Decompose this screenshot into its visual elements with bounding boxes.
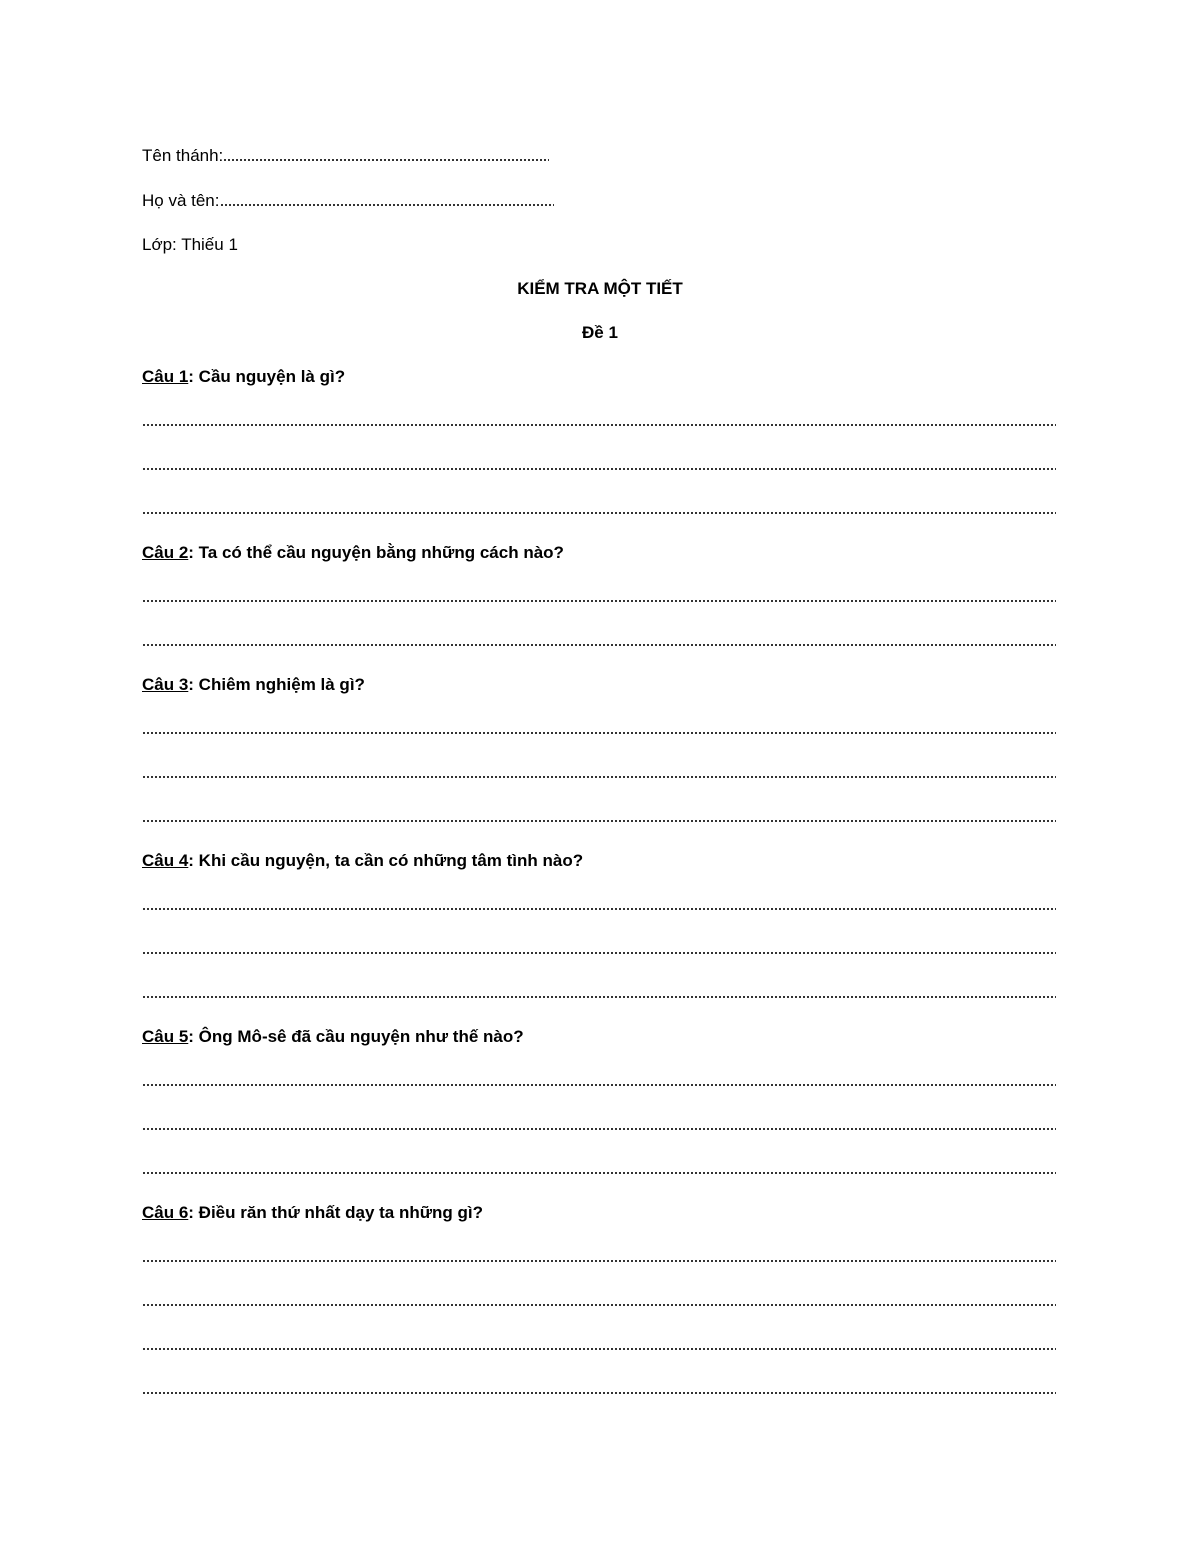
question-number: Câu 4 bbox=[142, 851, 189, 870]
answer-line bbox=[142, 1260, 1056, 1262]
question-4 bbox=[142, 851, 583, 871]
page-subtitle: Đề 1 bbox=[582, 323, 618, 342]
question-text: : Khi cầu nguyện, ta cần có những tâm tình nào? bbox=[188, 851, 584, 870]
answer-line bbox=[142, 1128, 1056, 1130]
full-name-field bbox=[142, 191, 554, 211]
question-3 bbox=[142, 675, 365, 695]
answer-line bbox=[142, 952, 1056, 954]
answer-line bbox=[142, 644, 1056, 646]
answer-line bbox=[142, 600, 1056, 602]
question-2 bbox=[142, 543, 564, 563]
answer-line bbox=[142, 996, 1056, 998]
answer-line bbox=[142, 1392, 1056, 1394]
saint-name-label: Tên thánh: bbox=[142, 146, 224, 165]
answer-line bbox=[142, 1172, 1056, 1174]
question-text: : Cầu nguyện là gì? bbox=[188, 367, 346, 386]
question-text: : Ta có thể cầu nguyện bằng những cách nào? bbox=[188, 543, 564, 562]
question-number: Câu 6 bbox=[142, 1203, 189, 1222]
answer-line bbox=[142, 776, 1056, 778]
answer-line bbox=[142, 820, 1056, 822]
saint-name-blank bbox=[223, 159, 549, 161]
answer-line bbox=[142, 1304, 1056, 1306]
answer-line bbox=[142, 468, 1056, 470]
answer-line bbox=[142, 732, 1056, 734]
answer-line bbox=[142, 908, 1056, 910]
full-name-blank bbox=[220, 204, 554, 206]
question-number: Câu 1 bbox=[142, 367, 189, 386]
page-title: KIỂM TRA MỘT TIẾT bbox=[517, 279, 683, 298]
question-number: Câu 5 bbox=[142, 1027, 189, 1046]
question-text: : Ông Mô-sê đã cầu nguyện như thế nào? bbox=[188, 1027, 524, 1046]
full-name-label: Họ và tên: bbox=[142, 191, 220, 210]
question-number: Câu 2 bbox=[142, 543, 189, 562]
question-number: Câu 3 bbox=[142, 675, 189, 694]
question-6 bbox=[142, 1203, 483, 1223]
question-text: : Chiêm nghiệm là gì? bbox=[188, 675, 365, 694]
answer-line bbox=[142, 512, 1056, 514]
question-text: : Điều răn thứ nhất dạy ta những gì? bbox=[188, 1203, 484, 1222]
answer-line bbox=[142, 1348, 1056, 1350]
question-1 bbox=[142, 367, 345, 387]
question-5 bbox=[142, 1027, 524, 1047]
answer-line bbox=[142, 424, 1056, 426]
saint-name-field bbox=[142, 146, 549, 166]
answer-line bbox=[142, 1084, 1056, 1086]
class-label: Lớp: Thiếu 1 bbox=[142, 235, 238, 254]
